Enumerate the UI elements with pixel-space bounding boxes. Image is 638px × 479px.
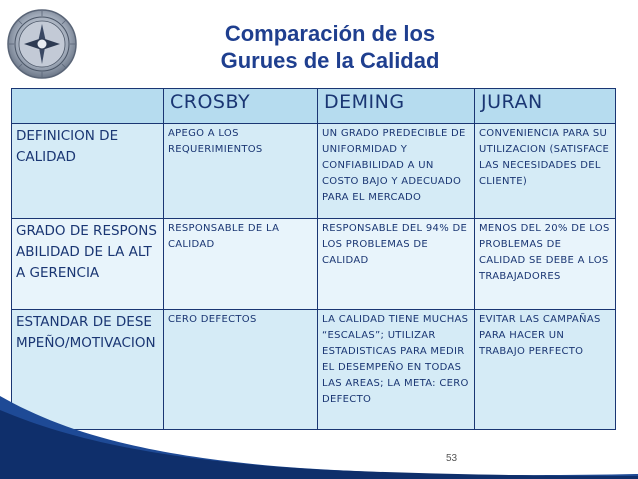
slide-title-line-2: Gurues de la Calidad	[220, 48, 440, 73]
page-number: 53	[446, 453, 458, 464]
cell-crosby-estandar: CERO DEFECTOS	[164, 310, 318, 430]
header-crosby: CROSBY	[164, 89, 318, 124]
table-row	[12, 219, 616, 310]
cell-juran-estandar: EVITAR LAS CAMPAÑAS PARA HACER UN TRABAJO PERFECTO	[475, 310, 616, 430]
row-label-definicion: DEFINICION DE CALIDAD	[12, 124, 164, 219]
row-label-estandar: ESTANDAR DE DESEMPEÑO/MOTIVACION	[12, 310, 164, 430]
header-juran: JURAN	[475, 89, 616, 124]
cell-deming-responsabilidad: RESPONSABLE DEL 94% DE LOS PROBLEMAS DE CALIDAD	[318, 219, 475, 310]
seal-logo-icon	[6, 8, 78, 80]
slide-title	[150, 20, 510, 74]
cell-deming-definicion: UN GRADO PREDECIBLE DE UNIFORMIDAD Y CONFIABILIDAD A UN COSTO BAJO Y ADECUADO PARA EL MERCADO	[318, 124, 475, 219]
cell-juran-responsabilidad: MENOS DEL 20% DE LOS PROBLEMAS DE CALIDAD SE DEBE A LOS TRABAJADORES	[475, 219, 616, 310]
cell-crosby-responsabilidad: RESPONSABLE DE LA CALIDAD	[164, 219, 318, 310]
gurus-comparison-table	[11, 88, 616, 430]
table-row	[12, 124, 616, 219]
cell-deming-estandar: LA CALIDAD TIENE MUCHAS “ESCALAS”; UTILIZAR ESTADISTICAS PARA MEDIR EL DESEMPEÑO EN TODAS LAS AREAS; LA META: CERO DEFECTO	[318, 310, 475, 430]
table-header-row	[12, 89, 616, 124]
decorative-swoosh	[0, 396, 638, 479]
cell-juran-definicion: CONVENIENCIA PARA SU UTILIZACION (SATISFACE LAS NECESIDADES DEL CLIENTE)	[475, 124, 616, 219]
row-label-responsabilidad: GRADO DE RESPONSABILIDAD DE LA ALTA GERENCIA	[12, 219, 164, 310]
header-empty-cell	[12, 89, 164, 124]
header-deming: DEMING	[318, 89, 475, 124]
slide-title-line-1: Comparación de los	[224, 21, 436, 46]
cell-crosby-definicion: APEGO A LOS REQUERIMIENTOS	[164, 124, 318, 219]
